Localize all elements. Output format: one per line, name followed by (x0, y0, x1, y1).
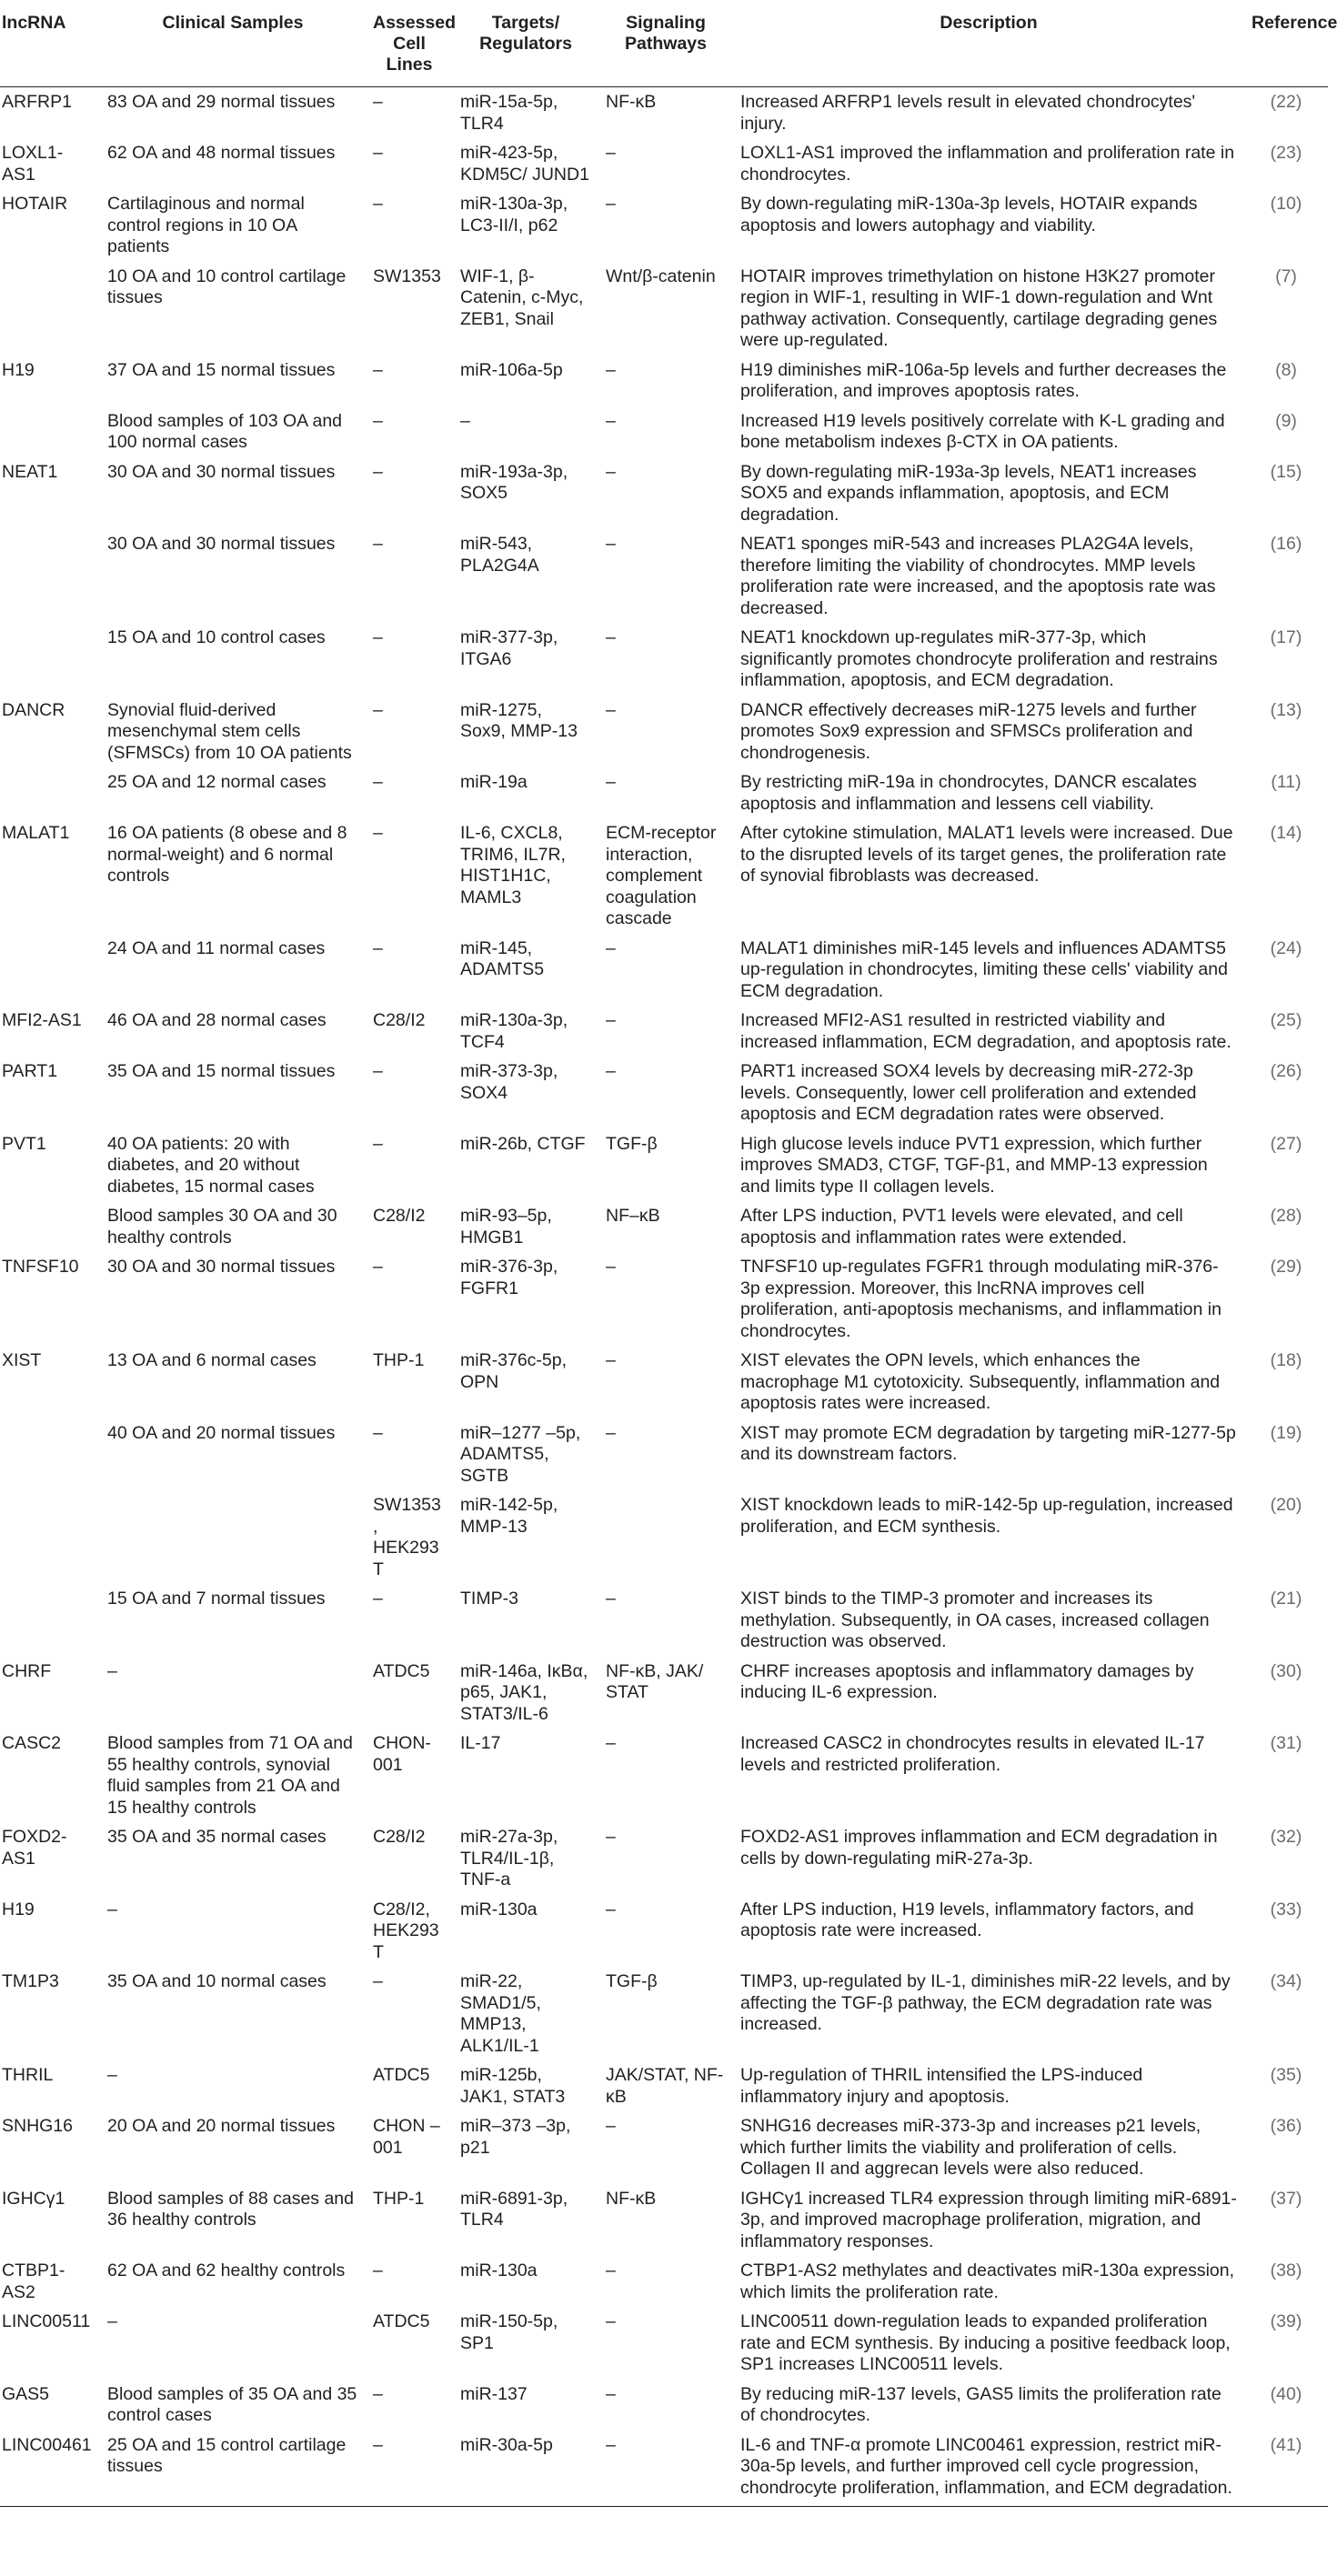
cell-pathways: NF-κB (606, 2188, 657, 2209)
cell-clinical-samples: Blood samples of 103 OA and 100 normal cases (107, 410, 343, 452)
cell-clinical-samples: Synovial fluid-derived mesenchymal stem cells (SFMSCs) from 10 OA patients (107, 699, 352, 763)
cell-lncrna: THRIL (2, 2065, 54, 2085)
cell-description: After LPS induction, H19 levels, inflammatory factors, and apoptosis rate were increased. (740, 1899, 1194, 1940)
cell-cell-lines: – (373, 2260, 383, 2280)
cell-reference: (39) (1270, 2311, 1302, 2331)
table-row (0, 189, 1328, 262)
cell-reference: (28) (1270, 1206, 1302, 1226)
cell-lncrna: DANCR (2, 699, 65, 720)
table-row (0, 1967, 1328, 2060)
cell-pathways: NF-κB (606, 92, 657, 112)
cell-pathways: – (606, 2311, 616, 2331)
table-row (0, 1895, 1328, 1968)
cell-description: DANCR effectively decreases miR-1275 levels and further promotes Sox9 expression and SFMSCs proliferation and chondrogenesis. (740, 699, 1197, 763)
cell-lncrna: FOXD2-AS1 (2, 1827, 67, 1869)
cell-reference: (25) (1270, 1010, 1302, 1030)
cell-lncrna (0, 623, 100, 696)
cell-clinical-samples: 62 OA and 48 normal tissues (107, 143, 336, 163)
table-row (0, 2256, 1328, 2307)
cell-description: Increased CASC2 in chondrocytes results in elevated IL-17 levels and restricted proliferation. (740, 1733, 1205, 1775)
cell-targets: WIF-1, β-Catenin, c-Myc, ZEB1, Snail (460, 266, 584, 329)
table-body (0, 87, 1328, 2507)
cell-description: XIST binds to the TIMP-3 promoter and increases its methylation. Subsequently, in OA cases, increased collagen destruction was observed. (740, 1589, 1210, 1651)
table-row (0, 87, 1328, 139)
cell-clinical-samples: 37 OA and 15 normal tissues (107, 359, 336, 380)
cell-pathways: JAK/STAT, NF-κB (606, 2065, 724, 2107)
cell-pathways: – (606, 2116, 616, 2136)
cell-reference: (22) (1270, 92, 1302, 112)
cell-description: NEAT1 sponges miR-543 and increases PLA2G4A levels, therefore limiting the viability of chondrocytes. MMP levels proliferation rate were increased, and the apoptosis rate was decreased. (740, 534, 1216, 618)
cell-pathways: NF-κB, JAK/ STAT (606, 1660, 704, 1702)
cell-pathways: – (606, 1733, 616, 1753)
cell-reference: (9) (1275, 410, 1297, 431)
cell-pathways: – (606, 627, 616, 647)
cell-lncrna (0, 406, 100, 457)
cell-pathways: – (606, 534, 616, 554)
cell-description: CHRF increases apoptosis and inflammatory damages by inducing IL-6 expression. (740, 1660, 1194, 1702)
cell-reference: (20) (1270, 1495, 1302, 1515)
cell-targets: IL-17 (460, 1733, 501, 1753)
table-row (0, 818, 1328, 934)
cell-pathways: – (606, 1257, 616, 1277)
cell-reference: (34) (1270, 1971, 1302, 1991)
cell-description: NEAT1 knockdown up-regulates miR-377-3p, which significantly promotes chondrocyte proliferation and restrains inflammation, apoptosis, and ECM degradation. (740, 627, 1218, 690)
cell-targets: miR-377-3p, ITGA6 (460, 627, 558, 669)
cell-targets: miR–1277 –5p, ADAMTS5, SGTB (460, 1422, 581, 1486)
cell-clinical-samples: 83 OA and 29 normal tissues (107, 92, 336, 112)
cell-cell-lines: – (373, 1971, 383, 1991)
cell-cell-lines: – (373, 772, 383, 792)
cell-pathways: – (598, 2431, 733, 2507)
cell-clinical-samples: – (107, 2065, 117, 2085)
cell-lncrna: HOTAIR (2, 194, 68, 214)
cell-description: TNFSF10 up-regulates FGFR1 through modulating miR-376-3p expression. Moreover, this lncRNA improves cell proliferation, anti-apoptosis mechanisms, and inflammation in chondrocytes. (740, 1257, 1221, 1341)
cell-pathways: – (606, 143, 616, 163)
cell-targets: miR-19a (460, 772, 528, 792)
cell-reference: (31) (1270, 1733, 1302, 1753)
col-header-targets: Targets/ Regulators (453, 0, 598, 87)
table-row (0, 2380, 1328, 2431)
cell-targets: miR-150-5p, SP1 (460, 2311, 558, 2353)
cell-targets: miR-130a (460, 2260, 538, 2280)
cell-clinical-samples: – (107, 1899, 117, 1919)
cell-cell-lines: – (373, 1061, 383, 1081)
cell-lncrna (0, 767, 100, 818)
cell-reference: (21) (1270, 1589, 1302, 1609)
cell-clinical-samples: Cartilaginous and normal control regions in 10 OA patients (107, 194, 305, 256)
cell-clinical-samples (100, 1490, 366, 1584)
cell-targets: miR-376-3p, FGFR1 (460, 1257, 558, 1298)
cell-cell-lines: CHON-001 (373, 1733, 431, 1775)
cell-description: TIMP3, up-regulated by IL-1, diminishes miR-22 levels, and by affecting the TGF-β pathway, the ECM degradation rate was increased. (740, 1971, 1231, 2034)
col-header-reference: Reference (1244, 0, 1328, 87)
cell-targets: miR-142-5p, MMP-13 (460, 1495, 558, 1537)
cell-cell-lines: THP-1 (373, 1350, 425, 1370)
cell-targets: miR–373 –3p, p21 (460, 2116, 571, 2158)
cell-targets: – (460, 410, 470, 431)
cell-description: Increased H19 levels positively correlate with K-L grading and bone metabolism indexes β-CTX in OA patients. (740, 410, 1225, 452)
table-row (0, 262, 1328, 356)
cell-reference: (15) (1270, 461, 1302, 482)
cell-clinical-samples: 25 OA and 12 normal cases (107, 772, 327, 792)
cell-clinical-samples: 15 OA and 7 normal tissues (107, 1589, 326, 1609)
cell-targets: miR-22, SMAD1/5, MMP13, ALK1/IL-1 (460, 1971, 541, 2056)
cell-lncrna (0, 1201, 100, 1252)
cell-description: FOXD2-AS1 improves inflammation and ECM degradation in cells by down-regulating miR-27a-3p. (740, 1827, 1218, 1869)
cell-lncrna: IGHCγ1 (2, 2188, 65, 2209)
cell-description: XIST may promote ECM degradation by targeting miR-1277-5p and its downstream factors. (740, 1422, 1236, 1464)
table-row (0, 1822, 1328, 1895)
cell-clinical-samples: 30 OA and 30 normal tissues (107, 1257, 336, 1277)
cell-lncrna: TNFSF10 (2, 1257, 79, 1277)
cell-reference: (38) (1270, 2260, 1302, 2280)
cell-description: HOTAIR improves trimethylation on histone H3K27 promoter region in WIF-1, resulting in WIF-1 down-regulation and Wnt pathway activation. Consequently, cartilage degrading genes were up-regulated. (740, 266, 1218, 350)
cell-clinical-samples: 16 OA patients (8 obese and 8 normal-weight) and 6 normal controls (107, 823, 347, 886)
cell-lncrna (0, 262, 100, 356)
table-row (0, 2431, 1328, 2507)
cell-description: IL-6 and TNF-α promote LINC00461 expression, restrict miR-30a-5p levels, and further improved cell cycle progression, chondrocyte proliferation, inflammation, and ECM degradation. (733, 2431, 1244, 2507)
cell-pathways: – (606, 2383, 616, 2404)
cell-clinical-samples: 25 OA and 15 control cartilage tissues (100, 2431, 366, 2507)
cell-targets: miR-15a-5p, TLR4 (460, 92, 558, 134)
cell-reference: (33) (1270, 1899, 1302, 1919)
cell-cell-lines: SW1353 (373, 266, 441, 286)
cell-clinical-samples: 40 OA patients: 20 with diabetes, and 20 without diabetes, 15 normal cases (107, 1133, 315, 1197)
cell-description: LOXL1-AS1 improved the inflammation and proliferation rate in chondrocytes. (740, 143, 1235, 185)
cell-cell-lines: – (373, 699, 383, 720)
cell-clinical-samples: 24 OA and 11 normal cases (107, 937, 326, 958)
table-row (0, 1129, 1328, 1202)
cell-description: By restricting miR-19a in chondrocytes, DANCR escalates apoptosis and inflammation and lessens cell viability. (740, 772, 1197, 814)
table-row (0, 1584, 1328, 1657)
col-header-clinical-samples: Clinical Samples (100, 0, 366, 87)
cell-description: SNHG16 decreases miR-373-3p and increases p21 levels, which further limits the viability and proliferation of cells. Collagen II and aggrecan levels were also reduced. (740, 2116, 1201, 2179)
cell-lncrna: PART1 (2, 1061, 58, 1081)
table-row (0, 2111, 1328, 2184)
cell-targets: miR-6891-3p, TLR4 (460, 2188, 568, 2230)
cell-cell-lines: ATDC5 (373, 2311, 430, 2331)
cell-description: XIST knockdown leads to miR-142-5p up-regulation, increased proliferation, and ECM synthesis. (740, 1495, 1233, 1537)
cell-targets: IL-6, CXCL8, TRIM6, IL7R, HIST1H1C, MAML3 (460, 823, 566, 907)
cell-clinical-samples: 40 OA and 20 normal tissues (107, 1422, 336, 1443)
cell-targets: miR-93–5p, HMGB1 (460, 1206, 552, 1248)
cell-cell-lines: C28/I2 (373, 1827, 426, 1847)
table-row (0, 1657, 1328, 1729)
cell-cell-lines: – (373, 143, 383, 163)
table-row (0, 1006, 1328, 1057)
cell-clinical-samples: – (107, 2311, 117, 2331)
cell-description: After cytokine stimulation, MALAT1 levels were increased. Due to the disrupted levels of its target genes, the proliferation rate of synovial fibroblasts was decreased. (740, 823, 1233, 886)
cell-lncrna: LOXL1-AS1 (2, 143, 64, 185)
table-row (0, 1490, 1328, 1584)
cell-pathways: – (606, 772, 616, 792)
cell-cell-lines: CHON –001 (373, 2116, 440, 2158)
cell-targets: miR-27a-3p, TLR4/IL-1β, TNF-a (460, 1827, 558, 1889)
table-row (0, 138, 1328, 189)
cell-reference: (32) (1270, 1827, 1302, 1847)
cell-cell-lines: THP-1 (373, 2188, 425, 2209)
cell-pathways: – (606, 1827, 616, 1847)
cell-description: By reducing miR-137 levels, GAS5 limits the proliferation rate of chondrocytes. (740, 2383, 1221, 2425)
cell-pathways: NF–κB (606, 1206, 660, 1226)
cell-cell-lines: C28/I2 (373, 1206, 426, 1226)
cell-reference: (30) (1270, 1660, 1302, 1681)
table-row (0, 356, 1328, 406)
table-row (0, 457, 1328, 530)
table-row (0, 2307, 1328, 2380)
cell-reference: (24) (1270, 937, 1302, 958)
cell-lncrna (0, 1584, 100, 1657)
col-header-description: Description (733, 0, 1244, 87)
cell-cell-lines: – (373, 937, 383, 958)
table-row (0, 1346, 1328, 1418)
cell-targets: miR-1275, Sox9, MMP-13 (460, 699, 578, 741)
cell-pathways: – (606, 1010, 616, 1030)
cell-lncrna: MFI2-AS1 (2, 1010, 82, 1030)
cell-cell-lines: – (373, 1422, 383, 1443)
cell-clinical-samples: 35 OA and 10 normal cases (107, 1971, 327, 1991)
cell-cell-lines: – (373, 359, 383, 380)
table-row (0, 696, 1328, 768)
cell-reference: (17) (1270, 627, 1302, 647)
table-row (0, 767, 1328, 818)
cell-description: Increased ARFRP1 levels result in elevated chondrocytes' injury. (740, 92, 1196, 134)
table-row (0, 1418, 1328, 1491)
cell-pathways: Wnt/β-catenin (606, 266, 716, 286)
cell-lncrna: PVT1 (2, 1133, 46, 1154)
cell-pathways: TGF-β (606, 1971, 658, 1991)
cell-pathways: ECM-receptor interaction, complement coagulation cascade (606, 823, 717, 928)
cell-lncrna: GAS5 (2, 2383, 50, 2404)
cell-pathways: – (606, 1350, 616, 1370)
cell-cell-lines: – (366, 2431, 453, 2507)
table-row (0, 2184, 1328, 2257)
cell-targets: TIMP-3 (460, 1589, 518, 1609)
cell-lncrna: H19 (2, 1899, 35, 1919)
cell-lncrna (0, 529, 100, 623)
cell-targets: miR-106a-5p (460, 359, 563, 380)
col-header-cell-lines: Assessed Cell Lines (366, 0, 453, 87)
cell-targets: miR-423-5p, KDM5C/ JUND1 (460, 143, 589, 185)
cell-clinical-samples: 20 OA and 20 normal tissues (107, 2116, 336, 2136)
cell-pathways: – (606, 1422, 616, 1443)
cell-description: High glucose levels induce PVT1 expression, which further improves SMAD3, CTGF, TGF-β1, and MMP-13 expression and limits type II collagen levels. (740, 1133, 1208, 1197)
cell-description: H19 diminishes miR-106a-5p levels and further decreases the proliferation, and improves apoptosis rates. (740, 359, 1227, 401)
cell-pathways: – (606, 699, 616, 720)
cell-pathways: TGF-β (606, 1133, 658, 1154)
table-row (0, 529, 1328, 623)
table-row (0, 406, 1328, 457)
cell-cell-lines: – (373, 823, 383, 843)
cell-clinical-samples: Blood samples 30 OA and 30 healthy controls (107, 1206, 337, 1248)
cell-cell-lines: – (373, 1257, 383, 1277)
cell-cell-lines: – (373, 194, 383, 214)
cell-reference: (27) (1270, 1133, 1302, 1154)
cell-targets: miR-376c-5p, OPN (460, 1350, 568, 1392)
cell-pathways: – (606, 2260, 616, 2280)
cell-cell-lines: – (373, 2383, 383, 2404)
cell-reference: (40) (1270, 2383, 1302, 2404)
cell-reference: (36) (1270, 2116, 1302, 2136)
cell-description: MALAT1 diminishes miR-145 levels and influences ADAMTS5 up-regulation in chondrocytes, limiting these cells' viability and ECM degradation. (740, 937, 1228, 1001)
cell-reference: (16) (1270, 534, 1302, 554)
cell-clinical-samples: Blood samples from 71 OA and 55 healthy controls, synovial fluid samples from 21 OA and 15 healthy controls (107, 1733, 353, 1818)
table-row (0, 1057, 1328, 1129)
cell-targets: miR-137 (460, 2383, 528, 2404)
table-row (0, 934, 1328, 1007)
cell-pathways (598, 1490, 733, 1584)
cell-description: LINC00511 down-regulation leads to expanded proliferation rate and ECM synthesis. By inducing a positive feedback loop, SP1 increases LINC00511 levels. (740, 2311, 1231, 2374)
cell-cell-lines: C28/I2 (373, 1010, 426, 1030)
cell-lncrna: SNHG16 (2, 2116, 74, 2136)
cell-reference: (37) (1270, 2188, 1302, 2209)
table-header-row (0, 0, 1328, 87)
cell-reference: (23) (1270, 143, 1302, 163)
cell-lncrna: XIST (2, 1350, 42, 1370)
cell-reference: (11) (1271, 772, 1302, 792)
cell-lncrna (0, 1490, 100, 1584)
cell-pathways: – (606, 1061, 616, 1081)
cell-reference: (26) (1270, 1061, 1302, 1081)
cell-lncrna: LINC00511 (2, 2311, 91, 2331)
table-row (0, 1201, 1328, 1252)
cell-pathways: – (606, 1899, 616, 1919)
cell-lncrna: CTBP1-AS2 (2, 2260, 65, 2302)
cell-cell-lines: – (373, 1133, 383, 1154)
cell-reference: (13) (1270, 699, 1302, 720)
cell-lncrna: LINC00461 (0, 2431, 100, 2507)
cell-pathways: – (606, 1589, 616, 1609)
cell-cell-lines: – (373, 410, 383, 431)
cell-cell-lines: C28/I2, HEK293T (373, 1899, 439, 1962)
cell-targets: miR-146a, IκBα, p65, JAK1, STAT3/IL-6 (460, 1660, 588, 1724)
table-row (0, 1252, 1328, 1346)
cell-description: After LPS induction, PVT1 levels were elevated, and cell apoptosis and inflammation rates were extended. (740, 1206, 1183, 1248)
cell-description: By down-regulating miR-193a-3p levels, NEAT1 increases SOX5 and expands inflammation, apoptosis, and ECM degradation. (740, 461, 1197, 525)
cell-targets: miR-193a-3p, SOX5 (460, 461, 568, 503)
cell-reference: (29) (1270, 1257, 1302, 1277)
cell-pathways: – (606, 194, 616, 214)
cell-reference: (41) (1244, 2431, 1328, 2507)
col-header-pathways: Signaling Pathways (598, 0, 733, 87)
cell-cell-lines: ATDC5 (373, 2065, 430, 2085)
cell-pathways: – (606, 410, 616, 431)
cell-lncrna: CHRF (2, 1660, 52, 1681)
cell-reference: (19) (1270, 1422, 1302, 1443)
cell-targets: miR-26b, CTGF (460, 1133, 586, 1154)
cell-reference: (14) (1270, 823, 1302, 843)
table-row (0, 2060, 1328, 2111)
cell-lncrna: NEAT1 (2, 461, 58, 482)
cell-description: Increased MFI2-AS1 resulted in restricted viability and increased inflammation, ECM degradation, and apoptosis rate. (740, 1010, 1231, 1052)
cell-description: XIST elevates the OPN levels, which enhances the macrophage M1 cytotoxicity. Subsequently, inflammation and apoptosis rates were increased. (740, 1350, 1221, 1413)
cell-clinical-samples: 35 OA and 15 normal tissues (107, 1061, 336, 1081)
cell-cell-lines: – (373, 92, 383, 112)
cell-clinical-samples: 13 OA and 6 normal cases (107, 1350, 317, 1370)
cell-clinical-samples: Blood samples of 88 cases and 36 healthy controls (107, 2188, 355, 2230)
cell-description: IGHCγ1 increased TLR4 expression through limiting miR-6891-3p, and improved macrophage proliferation, migration, and inflammatory responses. (740, 2188, 1237, 2251)
cell-clinical-samples: Blood samples of 35 OA and 35 control cases (107, 2383, 357, 2425)
cell-description: Up-regulation of THRIL intensified the LPS-induced inflammatory injury and apoptosis. (740, 2065, 1143, 2107)
cell-targets: miR-130a-3p, TCF4 (460, 1010, 568, 1052)
cell-cell-lines: ATDC5 (373, 1660, 430, 1681)
cell-clinical-samples: 30 OA and 30 normal tissues (107, 461, 336, 482)
cell-clinical-samples: 62 OA and 62 healthy controls (107, 2260, 346, 2280)
cell-description: PART1 increased SOX4 levels by decreasing miR-272-3p levels. Consequently, lower cell proliferation and extended apoptosis and ECM degradation rates were observed. (740, 1061, 1197, 1124)
cell-clinical-samples: 35 OA and 35 normal cases (107, 1827, 327, 1847)
cell-lncrna: ARFRP1 (2, 92, 72, 112)
cell-pathways: – (606, 937, 616, 958)
cell-targets: miR-373-3p, SOX4 (460, 1061, 558, 1103)
cell-description: CTBP1-AS2 methylates and deactivates miR-130a expression, which limits the proliferation rate. (740, 2260, 1235, 2302)
cell-reference: (10) (1270, 194, 1302, 214)
cell-clinical-samples: 30 OA and 30 normal tissues (107, 534, 336, 554)
cell-description: By down-regulating miR-130a-3p levels, HOTAIR expands apoptosis and lowers autophagy and viability. (740, 194, 1198, 236)
cell-lncrna: TM1P3 (2, 1971, 59, 1991)
cell-cell-lines: – (373, 1589, 383, 1609)
col-header-lncrna: lncRNA (0, 0, 100, 87)
cell-targets: miR-130a (460, 1899, 538, 1919)
cell-clinical-samples: 15 OA and 10 control cases (107, 627, 326, 647)
table-row (0, 623, 1328, 696)
table-row (0, 1729, 1328, 1822)
cell-lncrna (0, 934, 100, 1007)
cell-clinical-samples: 46 OA and 28 normal cases (107, 1010, 327, 1030)
cell-lncrna: H19 (2, 359, 35, 380)
cell-pathways: – (606, 359, 616, 380)
cell-clinical-samples: 10 OA and 10 control cartilage tissues (107, 266, 347, 307)
cell-reference: (7) (1275, 266, 1297, 286)
cell-pathways: – (606, 461, 616, 482)
cell-clinical-samples: – (107, 1660, 117, 1681)
cell-lncrna: CASC2 (2, 1733, 62, 1753)
cell-lncrna (0, 1418, 100, 1491)
cell-reference: (18) (1270, 1350, 1302, 1370)
cell-targets: miR-145, ADAMTS5 (460, 937, 545, 979)
cell-targets: miR-125b, JAK1, STAT3 (460, 2065, 566, 2107)
cell-cell-lines: – (373, 627, 383, 647)
cell-reference: (8) (1275, 359, 1297, 380)
cell-targets: miR-30a-5p (453, 2431, 598, 2507)
cell-cell-lines: – (373, 461, 383, 482)
cell-targets: miR-543, PLA2G4A (460, 534, 539, 576)
cell-reference: (35) (1270, 2065, 1302, 2085)
cell-lncrna: MALAT1 (2, 823, 70, 843)
cell-targets: miR-130a-3p, LC3-II/I, p62 (460, 194, 568, 236)
cell-cell-lines: – (373, 534, 383, 554)
cell-cell-lines: SW1353, HEK293T (373, 1495, 441, 1579)
